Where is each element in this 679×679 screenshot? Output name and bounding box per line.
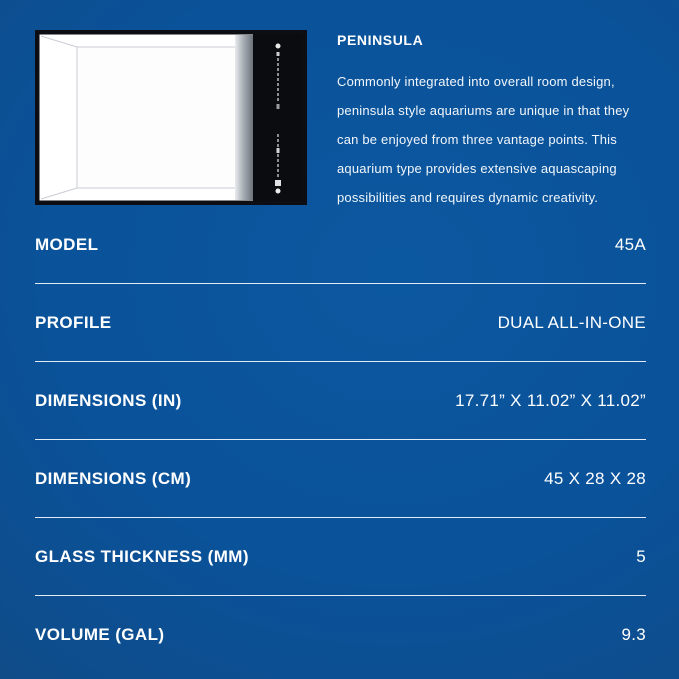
spec-value: 45 X 28 X 28 bbox=[544, 469, 646, 488]
spec-row-profile bbox=[35, 300, 646, 346]
row-divider bbox=[35, 439, 646, 440]
row-divider bbox=[35, 595, 646, 596]
spec-row-model bbox=[35, 222, 646, 268]
spec-value: 45A bbox=[614, 235, 646, 254]
row-divider bbox=[35, 283, 646, 284]
spec-row-dimensions-cm bbox=[35, 456, 646, 502]
spec-table bbox=[35, 222, 646, 658]
spec-label: DIMENSIONS (IN) bbox=[35, 391, 182, 410]
spec-label: PROFILE bbox=[35, 313, 112, 332]
spec-row-glass-thickness bbox=[35, 534, 646, 580]
spec-row-dimensions-in bbox=[35, 378, 646, 424]
spec-value: DUAL ALL-IN-ONE bbox=[497, 313, 646, 332]
row-divider bbox=[35, 517, 646, 518]
spec-row-volume bbox=[35, 612, 646, 658]
intro-block bbox=[337, 32, 649, 212]
product-style-title: PENINSULA bbox=[337, 32, 424, 48]
spec-label: DIMENSIONS (CM) bbox=[35, 469, 192, 488]
spec-label: VOLUME (GAL) bbox=[35, 625, 165, 644]
spec-value: 17.71” X 11.02” X 11.02” bbox=[455, 391, 646, 410]
spec-value: 5 bbox=[636, 547, 646, 566]
row-divider bbox=[35, 361, 646, 362]
product-style-description: Commonly integrated into overall room design, peninsula style aquariums are unique in that they can be enjoyed from three vantage points. This aquarium type provides extensive aquascaping possibilities and requires dynamic creativity. bbox=[337, 74, 630, 205]
aquarium-tank-illustration bbox=[35, 30, 307, 205]
spec-label: GLASS THICKNESS (MM) bbox=[35, 547, 249, 566]
aquarium-product-image bbox=[35, 30, 307, 205]
spec-label: MODEL bbox=[35, 235, 99, 254]
spec-value: 9.3 bbox=[621, 625, 646, 644]
